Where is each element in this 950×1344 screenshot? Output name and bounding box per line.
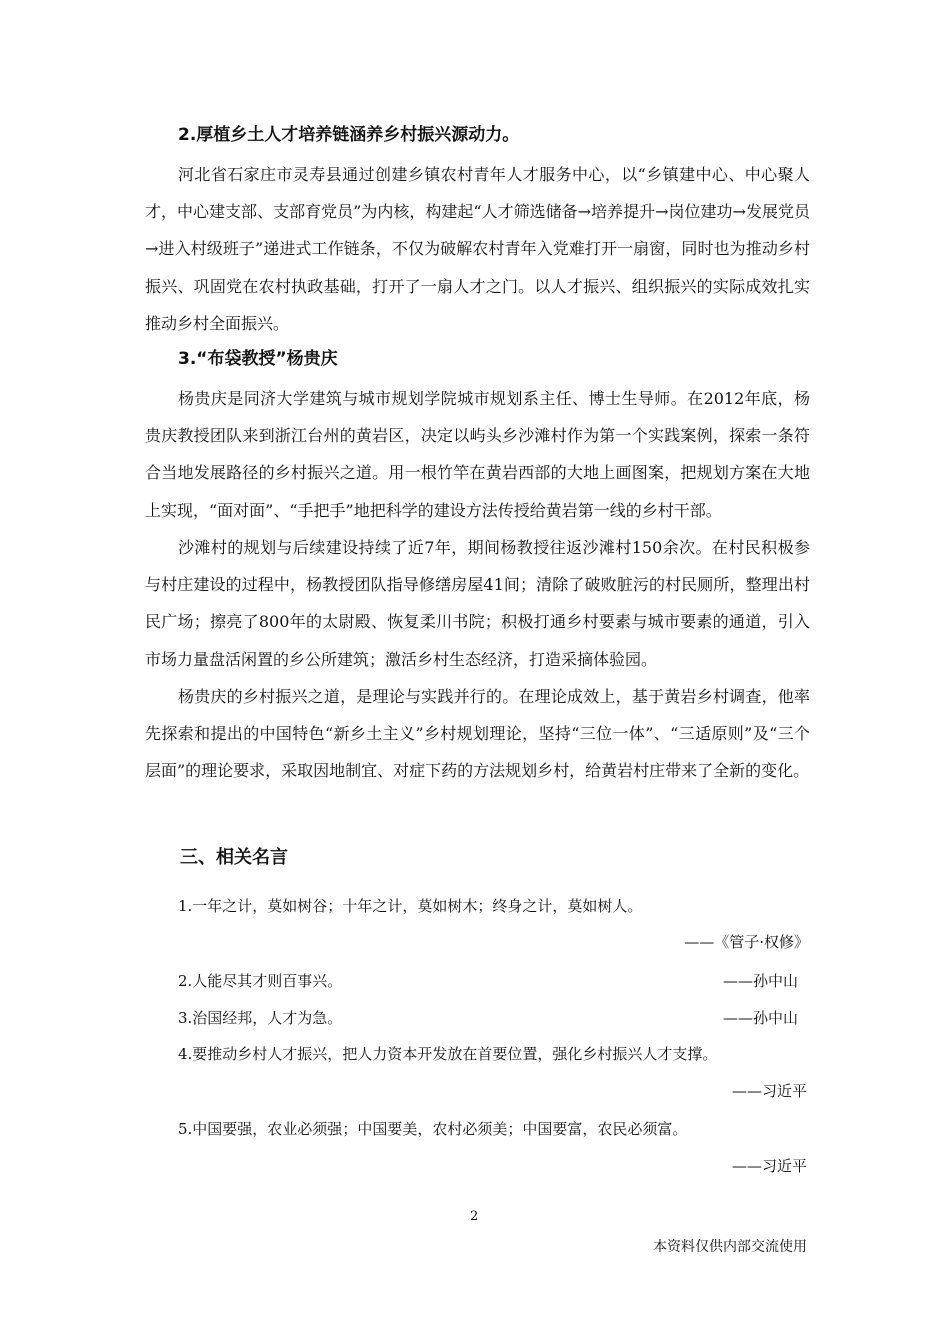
footer-note: 本资料仅供内部交流使用 (653, 1239, 807, 1255)
subsection-heading-3: 3.“布袋教授”杨贵庆 (178, 349, 338, 369)
quote-source: ——习近平 (731, 1157, 807, 1175)
paragraph-yang-theory: 杨贵庆的乡村振兴之道，是理论与实践并行的。在理论成效上，基于黄岩乡村调查，他率先探索和提出的中国特色“新乡土主义”乡村规划理论，坚持“三位一体”、“三适原则”及“三个层面”的理论要求，采取因地制宜、对症下药的方法规划乡村，给黄岩村庄带来了全新的变化。 (145, 687, 810, 781)
paragraph-yang-intro: 杨贵庆是同济大学建筑与城市规划学院城市规划系主任、博士生导师。在2012年底，杨贵庆教授团队来到浙江台州的黄岩区，决定以屿头乡沙滩村作为第一个实践案例，探索一条符合当地发展路径的乡村振兴之道。用一根竹竿在黄岩西部的大地上画图案，把规划方案在大地上实现，“面对面”、“手把手”地把科学的建设方法传授给黄岩第一线的乡村干部。 (145, 389, 810, 520)
quote-item: 5.中国要强，农业必须强；中国要美，农村必须美；中国要富，农民必须富。 (178, 1120, 688, 1138)
subsection-heading-2: 2.厚植乡土人才培养链涵养乡村振兴源动力。 (178, 125, 520, 145)
quote-source: ——习近平 (731, 1082, 807, 1100)
quote-source: ——孙中山 (722, 1009, 798, 1027)
page-number: 2 (470, 1209, 479, 1224)
paragraph-shatan-village: 沙滩村的规划与后续建设持续了近7年，期间杨教授往返沙滩村150余次。在村民积极参与村庄建设的过程中，杨教授团队指导修缮房屋41间；清除了破败脏污的村民厕所，整理出村民广场；擦亮了800年的太尉殿、恢复柔川书院；积极打通乡村要素与城市要素的通道，引入市场力量盘活闲置的乡公所建筑；激活乡村生态经济，打造采摘体验园。 (145, 538, 810, 669)
section-heading-quotes: 三、相关名言 (180, 847, 288, 868)
quote-source: ——《管子·权修》 (684, 933, 809, 951)
quote-item: 1.一年之计，莫如树谷；十年之计，莫如树木；终身之计，莫如树人。 (178, 897, 643, 915)
quote-item: 2.人能尽其才则百事兴。 (178, 972, 343, 990)
quote-source: ——孙中山 (722, 972, 798, 990)
quote-item: 3.治国经邦，人才为急。 (178, 1009, 343, 1027)
quote-item: 4.要推动乡村人才振兴，把人力资本开发放在首要位置，强化乡村振兴人才支撑。 (178, 1045, 718, 1063)
paragraph-talent-chain: 河北省石家庄市灵寿县通过创建乡镇农村青年人才服务中心，以“乡镇建中心、中心聚人才，中心建支部、支部育党员”为内核，构建起“人才筛选储备→培养提升→岗位建功→发展党员→进入村级班子”递进式工作链条，不仅为破解农村青年入党难打开一扇窗，同时也为推动乡村振兴、巩固党在农村执政基础，打开了一扇人才之门。以人才振兴、组织振兴的实际成效扎实推动乡村全面振兴。 (145, 165, 810, 333)
